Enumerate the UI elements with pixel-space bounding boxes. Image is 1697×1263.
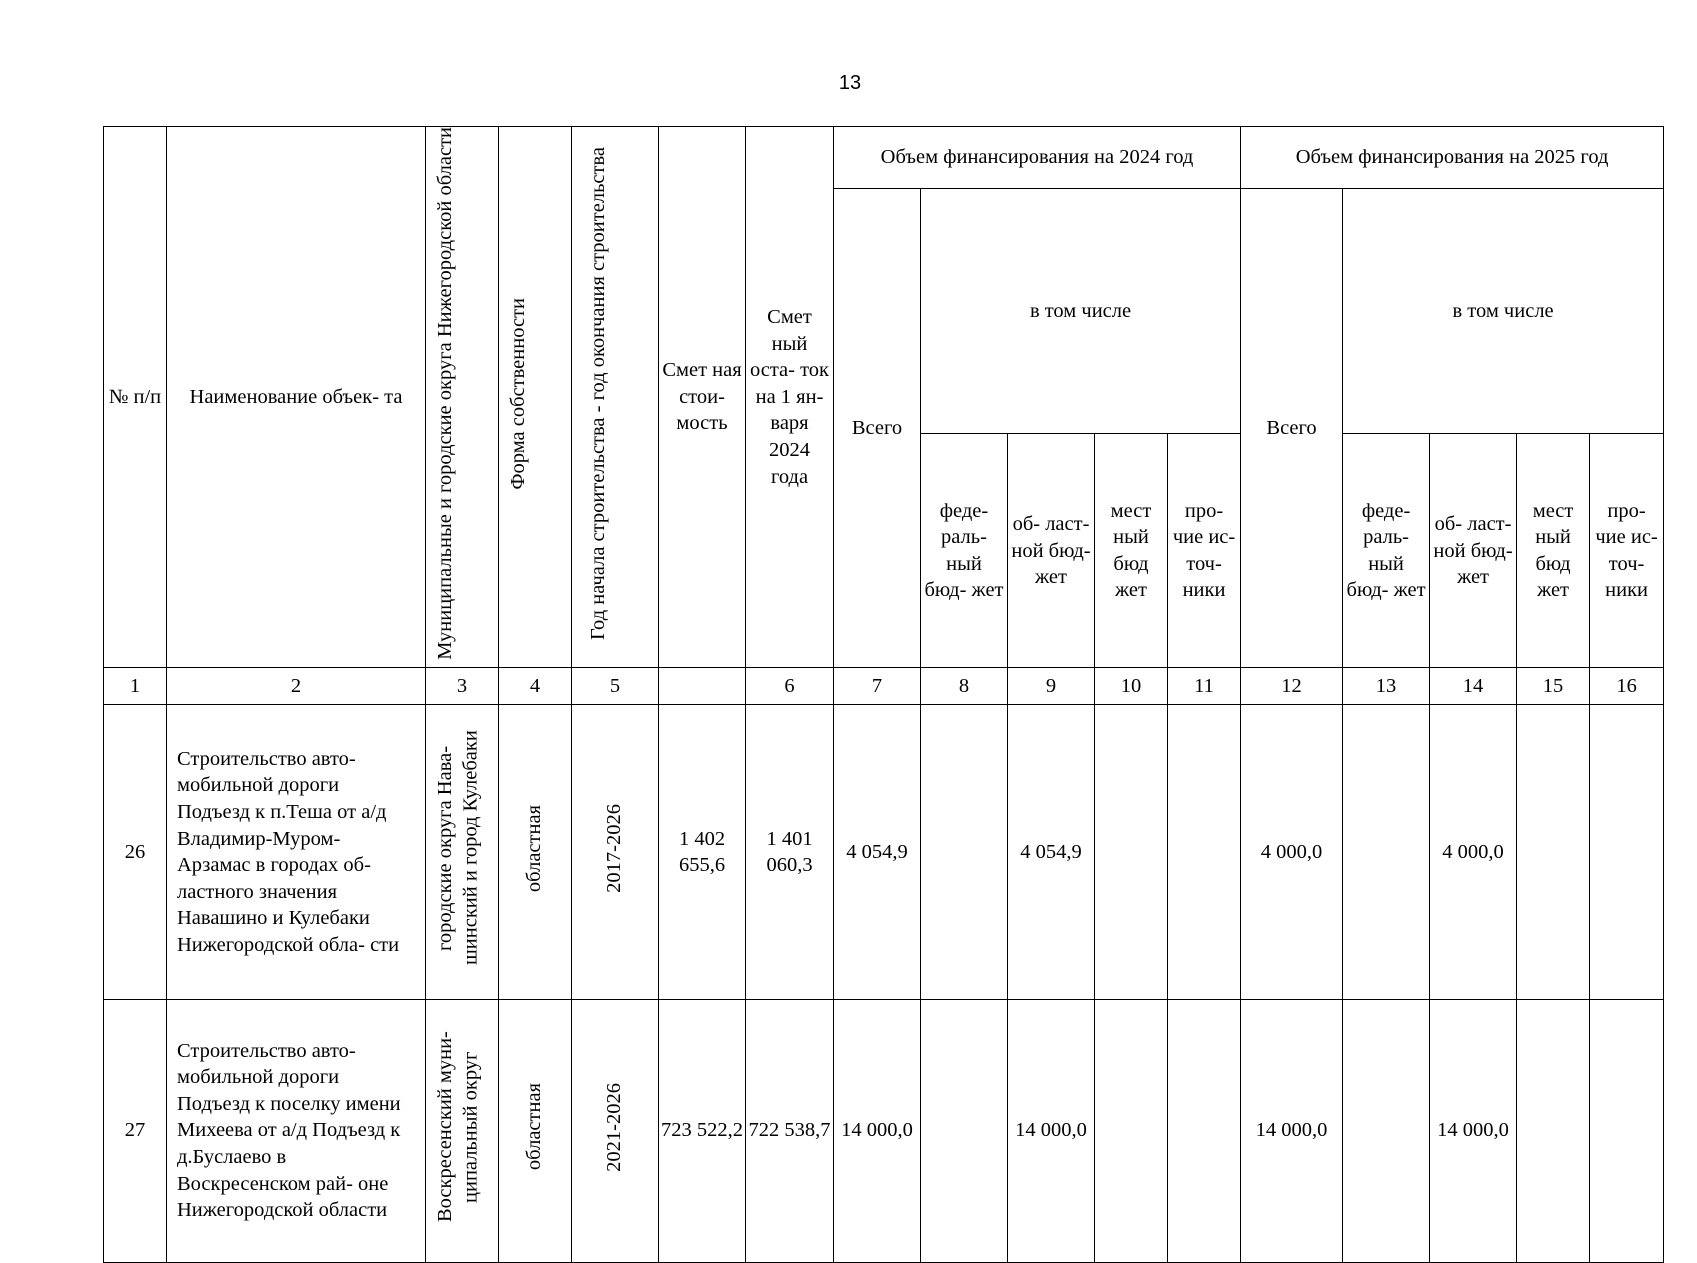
- municipality: городские округа Нава- шинский и город Кулебаки: [426, 705, 499, 1000]
- header-local-2024: мест ный бюд жет: [1095, 434, 1168, 668]
- header-funding-2024: Объем финансирования на 2024 год: [834, 127, 1241, 189]
- estimated-cost: 1 402 655,6: [659, 705, 746, 1000]
- header-regional-2024: об- ласт- ной бюд- жет: [1008, 434, 1095, 668]
- regional-2025: 14 000,0: [1430, 999, 1517, 1262]
- object-name: Строительство авто- мобильной дороги Подъезд к п.Теша от а/д Владимир-Муром- Арзамас в городах об- ластного значения Навашино и Кулебаки Нижегородской обла- сти: [167, 705, 426, 1000]
- object-name: Строительство авто- мобильной дороги Подъезд к поселку имени Михеева от а/д Подъезд к д.Буслаево в Воскресенском рай- оне Нижегородской области: [167, 999, 426, 1262]
- row-no: 27: [104, 999, 167, 1262]
- header-total-2025: Всего: [1241, 189, 1343, 668]
- header-federal-2024: феде- раль- ный бюд- жет: [921, 434, 1008, 668]
- years: 2017-2026: [572, 705, 659, 1000]
- table-row: [104, 999, 1664, 1262]
- funding-table: [103, 126, 1664, 1263]
- header-federal-2025: феде- раль- ный бюд- жет: [1343, 434, 1430, 668]
- column-number: 8: [921, 668, 1008, 705]
- header-regional-2025: об- ласт- ной бюд- жет: [1430, 434, 1517, 668]
- column-number: 5: [572, 668, 659, 705]
- header-other-2024: про- чие ис- точ- ники: [1168, 434, 1241, 668]
- other-2025: [1590, 999, 1664, 1262]
- header-years: Год начала строительства - год окончания строительства: [572, 127, 659, 668]
- header-municipality: Муниципальные и городские округа Нижегородской области: [426, 127, 499, 668]
- column-number: 15: [1517, 668, 1590, 705]
- header-row-groups: [104, 127, 1664, 189]
- regional-2024: 14 000,0: [1008, 999, 1095, 1262]
- column-number: 14: [1430, 668, 1517, 705]
- header-no: № п/п: [104, 127, 167, 668]
- column-number: 12: [1241, 668, 1343, 705]
- header-estimated-cost: Смет ная стои- мость: [659, 127, 746, 668]
- column-number: 16: [1590, 668, 1664, 705]
- total-2025: 14 000,0: [1241, 999, 1343, 1262]
- local-2025: [1517, 999, 1590, 1262]
- regional-2025: 4 000,0: [1430, 705, 1517, 1000]
- header-name: Наименование объек- та: [167, 127, 426, 668]
- header-including-2024: в том числе: [921, 189, 1241, 434]
- header-ownership: Форма собственности: [499, 127, 572, 668]
- header-local-2025: мест ный бюд жет: [1517, 434, 1590, 668]
- local-2024: [1095, 999, 1168, 1262]
- other-2025: [1590, 705, 1664, 1000]
- column-number: 10: [1095, 668, 1168, 705]
- estimated-balance: 1 401 060,3: [746, 705, 834, 1000]
- column-number: 6: [746, 668, 834, 705]
- column-number: 1: [104, 668, 167, 705]
- column-number: 13: [1343, 668, 1430, 705]
- table-row: [104, 705, 1664, 1000]
- header-funding-2025: Объем финансирования на 2025 год: [1241, 127, 1664, 189]
- ownership: областная: [499, 705, 572, 1000]
- estimated-cost: 723 522,2: [659, 999, 746, 1262]
- column-numbers-row: [104, 668, 1664, 705]
- municipality: Воскресенский муни- ципальный округ: [426, 999, 499, 1262]
- estimated-balance: 722 538,7: [746, 999, 834, 1262]
- total-2025: 4 000,0: [1241, 705, 1343, 1000]
- total-2024: 14 000,0: [834, 999, 921, 1262]
- local-2025: [1517, 705, 1590, 1000]
- federal-2025: [1343, 705, 1430, 1000]
- total-2024: 4 054,9: [834, 705, 921, 1000]
- column-number: 2: [167, 668, 426, 705]
- column-number: 7: [834, 668, 921, 705]
- federal-2024: [921, 999, 1008, 1262]
- header-estimated-balance: Смет ный оста- ток на 1 ян- варя 2024 года: [746, 127, 834, 668]
- federal-2024: [921, 705, 1008, 1000]
- other-2024: [1168, 705, 1241, 1000]
- column-number: [659, 668, 746, 705]
- row-no: 26: [104, 705, 167, 1000]
- regional-2024: 4 054,9: [1008, 705, 1095, 1000]
- header-including-2025: в том числе: [1343, 189, 1664, 434]
- years: 2021-2026: [572, 999, 659, 1262]
- column-number: 11: [1168, 668, 1241, 705]
- ownership: областная: [499, 999, 572, 1262]
- header-other-2025: про- чие ис- точ- ники: [1590, 434, 1664, 668]
- column-number: 4: [499, 668, 572, 705]
- federal-2025: [1343, 999, 1430, 1262]
- local-2024: [1095, 705, 1168, 1000]
- column-number: 3: [426, 668, 499, 705]
- other-2024: [1168, 999, 1241, 1262]
- column-number: 9: [1008, 668, 1095, 705]
- header-total-2024: Всего: [834, 189, 921, 668]
- page-number: 13: [838, 72, 862, 94]
